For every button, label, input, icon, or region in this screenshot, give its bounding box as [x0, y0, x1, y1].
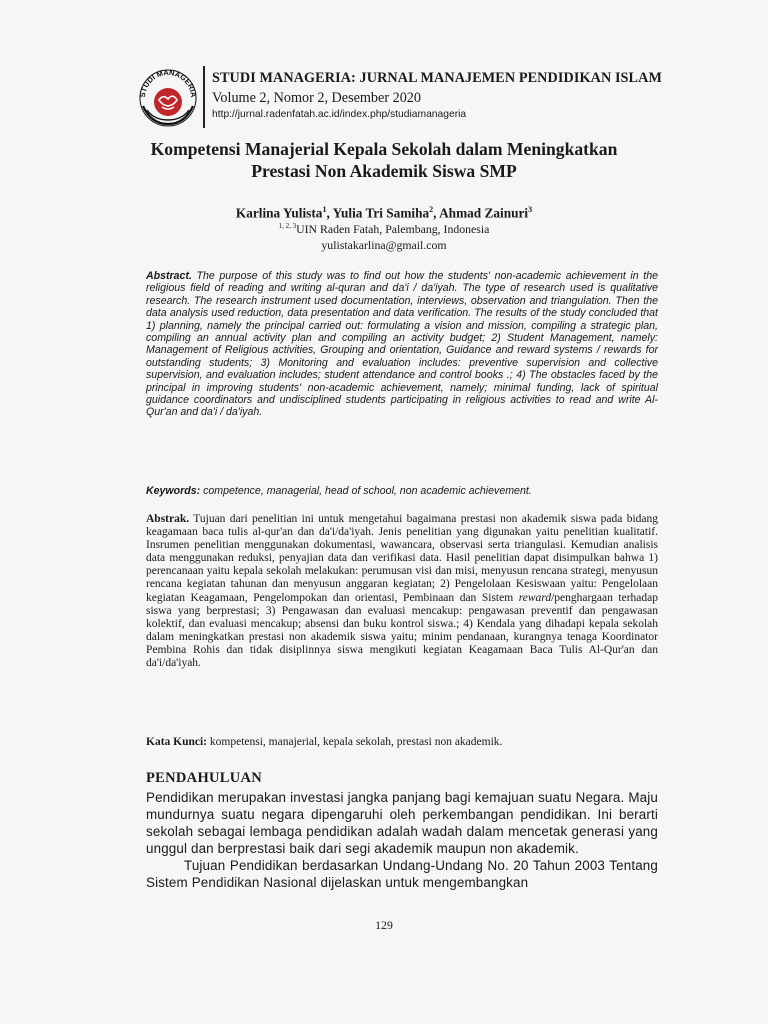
keywords-indonesian [146, 736, 658, 749]
author-name: , Ahmad Zainuri [433, 205, 529, 221]
paper-title [100, 138, 668, 182]
abstrak-text-b: /penghargaan terhadap siswa yang berprestasi; 3) Pengawasan dan evaluasi mencakup: pengawasan preventif dan pengawasan kolektif, dan evaluasi mencakup; absensi dan buku kontrol siswa.; 4) Kendala yang dihadapi kepala sekolah dalam meningkatkan prestasi non akademik siswa yaitu; minim pendanaan, kurangnya tenaga Koordinator Pembina Rohis dan tidak disiplinnya siswa mengikuti kegiatan Keagamaan Baca Tulis Al-Qur'an dan da'i/da'iyah. [146, 591, 658, 670]
page-number: 129 [375, 918, 393, 932]
journal-logo [137, 66, 199, 128]
journal-title: STUDI MANAGERIA: JURNAL MANAJEMEN PENDIDIKAN ISLAM [212, 70, 662, 86]
intro-body [146, 789, 658, 892]
logo-text: STUDI MANAGERIA [137, 67, 199, 98]
paper-title-line1: Kompetensi Manajerial Kepala Sekolah dalam Meningkatkan [150, 139, 618, 159]
author-name: , Yulia Tri Samiha [326, 205, 430, 221]
intro-paragraph-2: Tujuan Pendidikan berdasarkan Undang-Undang No. 20 Tahun 2003 Tentang Sistem Pendidikan Nasional dijelaskan untuk mengembangkan [146, 858, 658, 891]
header-divider [203, 66, 205, 128]
author-email[interactable]: yulistakarlina@gmail.com [321, 238, 447, 252]
journal-volume: Volume 2, Nomor 2, Desember 2020 [212, 90, 421, 106]
abstract-label: Abstract. [146, 270, 192, 282]
kata-kunci-label: Kata Kunci: [146, 736, 208, 748]
author-list [0, 205, 768, 221]
author-affil-mark: 1 [322, 205, 327, 214]
affiliation-text: UIN Raden Fatah, Palembang, Indonesia [296, 222, 490, 236]
keywords-text: competence, managerial, head of school, non academic achievement. [200, 485, 532, 497]
journal-url[interactable]: http://jurnal.radenfatah.ac.id/index.php/studiamanageria [212, 109, 467, 120]
abstrak-label: Abstrak. [146, 513, 190, 525]
author-affil-mark: 2 [429, 205, 434, 214]
author-name: Karlina Yulista [235, 205, 323, 221]
keywords-label: Keywords: [146, 485, 201, 497]
abstrak-text-emphasis: reward [518, 591, 552, 604]
abstrak-text-a: Tujuan dari penelitian ini untuk mengetahui bagaimana prestasi non akademik siswa pada bidang keagamaan baca tulis al-qur'an dan da'i/da'iyah. Jenis penelitian yang digunakan yaitu penelitian kualitatif. Insrumen penelitian menggunakan dokumentasi, wawancara, observasi serta triangulasi. Kemudian analisis data menggunakan reduksi, penyajian data dan verifikasi data. Hasil penelitian dapat disimpulkan bahwa 1) perencanaan yaitu kepala sekolah melakukan: perumusan visi dan misi, menyusun rencana strategi, menyusun rencana kegiatan tahunan dan menyusun anggaran kegiatan; 2) Pengelolaan Kesiswaan yaitu: Pengelolaan kegiatan Keagamaan, Pengelompokan dan orientasi, Pembinaan dan Sistem [146, 513, 658, 604]
abstract-english [146, 270, 658, 419]
abstract-text: The purpose of this study was to find out how the students' non-academic achievement in the religious field of reading and writing al-quran and da'i / da'iyah. The type of research used is qualitative research. The research instrument used documentation, interviews, observation and triangulation. Then the data analysis used reduction, data presentation and data verification. The results of the study concluded that 1) planning, namely the principal carried out: formulating a vision and mission, compiling a strategic plan, compiling an annual activity plan and compiling an activity budget; 2) Student Management, namely: Management of Religious activities, Grouping and orientation, Guidance and reward systems / rewards for outstanding students; 3) Monitoring and evaluation includes: preventive supervision and collective supervision, and evaluation includes; student attendance and control books .; 4) The obstacles faced by the principal in improving students' non-academic achievement, namely; minimal funding, lack of spiritual guidance coordinators and undisciplined students participating in religious activities to read and write Al-Qur'an and da'i / da'iyah. [146, 270, 658, 419]
abstract-indonesian [146, 513, 658, 670]
keywords-english [146, 485, 658, 497]
section-heading: PENDAHULUAN [146, 770, 263, 786]
kata-kunci-text: kompetensi, manajerial, kepala sekolah, prestasi non akademik. [207, 736, 503, 748]
author-affil-mark: 3 [528, 205, 533, 214]
paper-title-line2: Prestasi Non Akademik Siswa SMP [251, 161, 517, 181]
affiliation [0, 222, 768, 237]
intro-paragraph-1: Pendidikan merupakan investasi jangka panjang bagi kemajuan suatu Negara. Maju mundurnya suatu negara dipengaruhi oleh perkembangan pendidikan. Ini berarti sekolah sebagai lembaga pendidikan adalah wadah dalam mencetak generasi yang unggul dan berprestasi baik dari segi akademik maupun non akademik. [146, 790, 658, 857]
affiliation-marks: 1, 2, 3 [278, 222, 297, 231]
